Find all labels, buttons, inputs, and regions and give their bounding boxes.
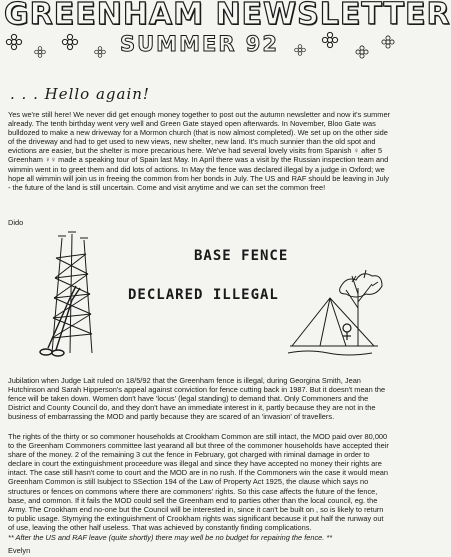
signature-dido: Dido <box>8 218 24 227</box>
flower-doodle-icon <box>62 34 77 49</box>
jubilation-paragraph: Jubilation when Judge Lait ruled on 18/5/92 that the Greenham fence is illegal, during Georgina Smith, Jean Hutchinson and Sarah Hipperson's appeal against conviction for fence cutting back in 1987. But it doesn't mean the fence will be taken down. Women don't have 'locus' (legal standing) to demand that. Only Commoners and the District and County Council do, and they don't have an immediate interest in it, partly because they are not in the business of embarrassing the MOD and partly because they are scared of an 'invasion' of travellers. <box>8 376 386 422</box>
newsletter-title: GREENHAM NEWSLETTER <box>4 0 451 32</box>
fence-illustration <box>0 228 400 368</box>
tree-icon <box>340 270 382 346</box>
flower-doodle-icon <box>35 47 46 58</box>
flower-doodle-icon <box>356 46 368 58</box>
signature-evelyn: Evelyn <box>8 546 31 555</box>
women-symbol-icon <box>343 324 351 340</box>
masthead <box>0 0 451 62</box>
flower-doodle-icon <box>295 45 306 56</box>
flower-doodle-icon <box>382 36 394 48</box>
flower-doodle-icon <box>322 32 337 47</box>
headline-base-fence: BASE FENCE <box>194 248 289 264</box>
intro-paragraph: Yes we're still here! We never did get enough money together to post out the autumn newsletter and now it's summer already. The tenth birthday went very well and Green Gate stayed open afterwards. In November, Bloo Gate was bulldozed to make a new driveway for a Mormon church (that is now almost completed). We set up on the other side of the driveway and had to get used to new views, new shelter, new land. It's much sunnier than the old spot and evictions are easier, but the shelter is more precarious here. We've had several lovely visits from Spanish ♀ after 5 Greenham ♀♀ made a speaking tour of Spain last May. In April there was a visit by the Russian inspection team and wimmin went in to greet them and did lots of actions. In May the fence was declared illegal by a judge in Oxford; we hope all wimmin will join us in freeing the common from her bonds in July. The US and RAF should be leaving in July - the future of the land is still uncertain. Come and visit anytime and we can set the common free! <box>8 110 391 192</box>
headline-declared-illegal: DECLARED ILLEGAL <box>128 287 279 303</box>
closing-note: ** After the US and RAF leave (quite shortly) there may well be no budget for repairing the fence. ** <box>8 533 333 542</box>
flower-doodle-icon <box>6 34 21 49</box>
tent-icon <box>288 298 378 355</box>
commoner-rights-paragraph: The rights of the thirty or so commoner households at Crookham Common are still intact, the MOD paid over 80,000 to the Greenham Commoners committee last yearand all but three of the commoner households have accepted their share of the money. 2 of the remaining 3 cut the fence in February, got charged with riminal damage in order to declare in court the extinguishment proceedure was illegal and since they have accepted no money their rights are intact. The case still hasn't come to court and the MOD are in no rush. If the Commoners win the case it would mean Greenham Common is still Isubject to SSection 194 of the Law of Property Act 1925, the clause which says no structures or fences on commons where there are commoners' rights. So this case affects the future of the fence, base, and common. If it fails the MOD could sell the Greenham end to parties other than the local council, eg. the Army. The Crookham end no-one but the Council will be interested in, since it can't be built on , so is likely to return to public usage. Stymying the extinguishment of Crookham rights was significant because it put half the runway out of use, leaving the other half useless. That was achieved by constantly finding complications. <box>8 432 389 532</box>
flower-doodle-icon <box>95 47 106 58</box>
greeting-heading: . . . Hello again! <box>10 85 150 103</box>
bolt-cutters-icon <box>40 286 80 356</box>
newsletter-subtitle: SUMMER 92 <box>120 32 280 56</box>
